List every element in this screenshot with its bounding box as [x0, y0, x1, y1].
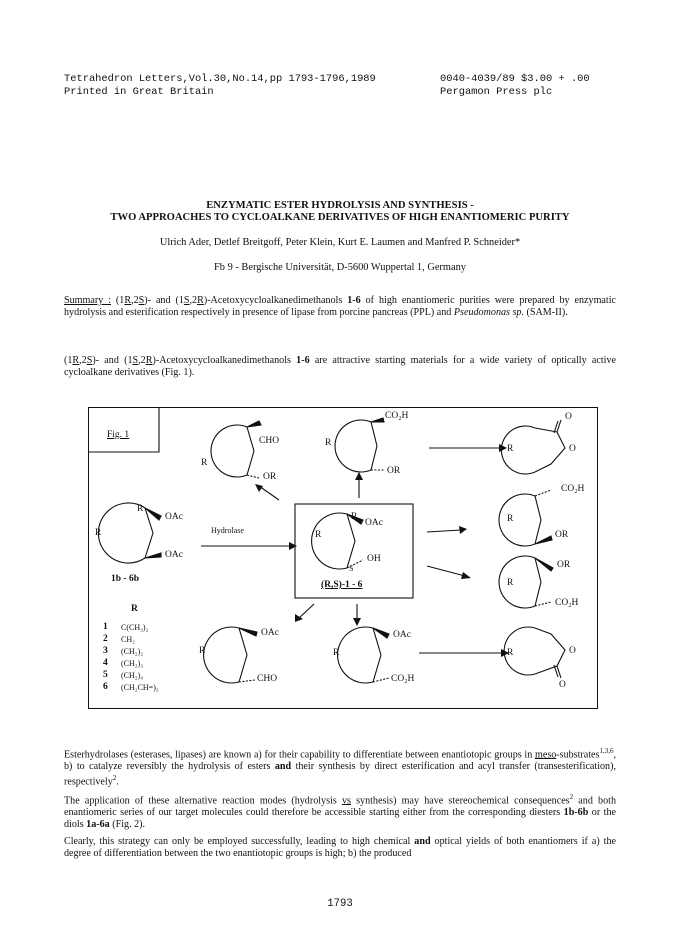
label-r: R	[507, 514, 514, 524]
citation: 2	[569, 793, 574, 801]
label-r: R	[201, 458, 208, 468]
para-text: , b) to catalyze reversibly the hydrolysis of esters	[64, 749, 616, 772]
journal-line: Tetrahedron Letters,Vol.30,No.14,pp 1793-1796,1989	[64, 73, 376, 85]
r-formula: (CH₂CH=)₂	[121, 683, 159, 692]
intro-text: ,2	[79, 355, 87, 366]
center-compound-label: (R,S)-1 - 6	[321, 580, 363, 590]
stereo-r: R	[124, 295, 132, 306]
ring-bottom-left	[204, 627, 239, 683]
summary-label: Summary :	[64, 295, 111, 306]
intro-text: (1	[64, 355, 73, 366]
publisher-line: Pergamon Press plc	[440, 86, 553, 98]
para-text: -substrates	[556, 749, 600, 761]
label-or: OR	[555, 530, 569, 540]
citation: 1,3,6	[599, 747, 614, 755]
arrow-upper-left	[259, 486, 279, 500]
intro-text: )-Acetoxycycloalkanedimethanols	[152, 355, 297, 366]
label-s: S	[349, 564, 354, 573]
label-oac: OAc	[261, 628, 279, 638]
r-num: 1	[103, 622, 108, 632]
summary-text: ,2	[131, 295, 139, 306]
ring-acid-right	[499, 494, 535, 546]
label-o: O	[559, 680, 566, 690]
summary-text: of high enantiomeric purities were prepared by enzymatic hydrolysis and esterification respectively in presence of lipase from porcine pancreas (PPL) and	[64, 295, 616, 318]
para-text: (Fig. 2).	[109, 818, 146, 830]
r-table-header: R	[131, 604, 138, 614]
para-text: .	[116, 775, 119, 787]
label-co2h: CO₂H	[391, 674, 415, 684]
label-co2h: CO₂H	[555, 598, 579, 608]
price-line: 0040-4039/89 $3.00 + .00	[440, 73, 590, 85]
label-cho: CHO	[259, 436, 280, 446]
stereo-s: S	[183, 295, 190, 306]
label-r: R	[137, 504, 144, 514]
label-r: R	[325, 438, 332, 448]
label-or: OR	[557, 560, 571, 570]
ring-bottom-mid	[338, 627, 373, 683]
stereo-s: S	[138, 295, 145, 306]
figure-caption: Fig. 1	[107, 430, 130, 440]
summary-text: ,2	[189, 295, 198, 306]
citation: 2	[112, 773, 117, 782]
figure-1	[88, 407, 598, 709]
ring-aldehyde	[211, 425, 247, 477]
para-text: meso	[534, 749, 557, 761]
compound-ref: 1a-6a	[86, 818, 110, 830]
compound-ref: 1b-6b	[563, 806, 589, 818]
printed-line: Printed in Great Britain	[64, 86, 214, 98]
intro-text: ,2	[138, 355, 146, 366]
summary-text: (1	[111, 295, 125, 306]
para-text: their synthesis by direct esterification and acyl transfer (transesterification), respectively	[64, 760, 616, 787]
r-formula: (CH₂)₃	[121, 659, 144, 668]
title-line-2: TWO APPROACHES TO CYCLOALKANE DERIVATIVES OF HIGH ENANTIOMERIC PURITY	[110, 212, 570, 223]
affiliation: Fb 9 - Bergische Universität, D-5600 Wuppertal 1, Germany	[214, 262, 466, 273]
diester-label: 1b - 6b	[111, 574, 139, 584]
paragraph-2	[64, 792, 616, 830]
title-line-1: ENZYMATIC ESTER HYDROLYSIS AND SYNTHESIS -	[206, 200, 474, 211]
para-text: optical yields of both enantiomers if a) the degree of differentiation between the two enantiotopic groups is high; b) the produced	[64, 836, 616, 859]
label-o: O	[569, 646, 576, 656]
label-o: O	[569, 444, 576, 454]
stereo-s: S	[132, 355, 139, 366]
r-num: 3	[103, 646, 108, 656]
authors: Ulrich Ader, Detlef Breitgoff, Peter Klein, Kurt E. Laumen and Manfred P. Schneider*	[159, 237, 521, 248]
label-or: OR	[387, 466, 401, 476]
label-or: OR	[263, 472, 277, 482]
stereo-s: S	[86, 355, 93, 366]
label-cho: CHO	[257, 674, 278, 684]
stereo-r: R	[72, 355, 80, 366]
label-r: R	[507, 578, 514, 588]
label-r: R	[507, 648, 514, 658]
label-r: R	[507, 444, 514, 454]
page-number: 1793	[327, 898, 353, 910]
para-text: Clearly, this strategy can only be employed successfully, leading to high chemical	[64, 836, 415, 847]
para-text: The application of these alternative reaction modes (hydrolysis	[64, 795, 342, 807]
r-formula: (CH₂)₄	[121, 671, 144, 680]
intro-text: )- and (1	[92, 355, 133, 366]
label-o: O	[565, 412, 572, 422]
label-r: R	[95, 528, 102, 538]
para-text: and	[274, 760, 292, 772]
label-co2h: CO₂H	[561, 484, 585, 494]
summary-text: )- and (1	[144, 295, 184, 306]
paragraph-3	[64, 836, 616, 859]
r-num: 4	[103, 658, 108, 668]
label-co2h: CO₂H	[385, 411, 409, 421]
label-r: R	[351, 512, 358, 522]
ring-acid	[335, 420, 371, 472]
label-r: R	[315, 530, 322, 540]
compound-ref: 1-6	[296, 355, 310, 366]
summary-text: )-Acetoxycycloalkanedimethanols	[203, 295, 348, 306]
para-text: synthesis) may have stereochemical consequences	[350, 795, 570, 807]
stereo-r: R	[145, 355, 153, 366]
label-oac: OAc	[165, 550, 183, 560]
label-r: R	[333, 648, 340, 658]
r-formula: CH₂	[121, 635, 135, 644]
label-oh: OH	[367, 554, 381, 564]
r-num: 6	[103, 682, 108, 692]
para-text: and	[414, 836, 431, 847]
label-oac: OAc	[165, 512, 183, 522]
paragraph-1	[64, 746, 616, 788]
r-formula: (CH₂)₂	[121, 647, 144, 656]
label-oac: OAc	[393, 630, 411, 640]
intro-paragraph	[64, 355, 616, 378]
arrow-right-lower	[427, 566, 465, 576]
summary-paragraph	[64, 295, 616, 318]
intro-text: are attractive starting materials for a wide variety of optically active cycloalkane derivatives (Fig. 1).	[64, 355, 616, 378]
r-num: 2	[103, 634, 108, 644]
para-text: or the diols	[64, 806, 616, 830]
para-text: and both enantiomeric series of our target molecules could therefore be accessible starting either from the corresponding diesters	[64, 795, 616, 818]
r-num: 5	[103, 670, 108, 680]
ring-center	[312, 513, 347, 569]
r-formula: C(CH₃)₂	[121, 623, 149, 632]
summary-text: (SAM-II).	[524, 306, 568, 318]
arrow-down-left	[299, 604, 314, 618]
arrow-right-upper	[427, 530, 461, 532]
label-oac: OAc	[365, 518, 383, 528]
stereo-r: R	[197, 295, 204, 306]
ring-acid-right-lower	[499, 556, 535, 608]
label-hydrolase: Hydrolase	[211, 526, 244, 535]
para-text: vs	[341, 795, 351, 807]
organism-name: Pseudomonas sp.	[453, 306, 524, 318]
para-text: Esterhydrolases (esterases, lipases) are known a) for their capability to differentiate between enantiotopic groups in	[64, 749, 535, 761]
compound-ref: 1-6	[347, 295, 361, 306]
label-r: R	[199, 646, 206, 656]
